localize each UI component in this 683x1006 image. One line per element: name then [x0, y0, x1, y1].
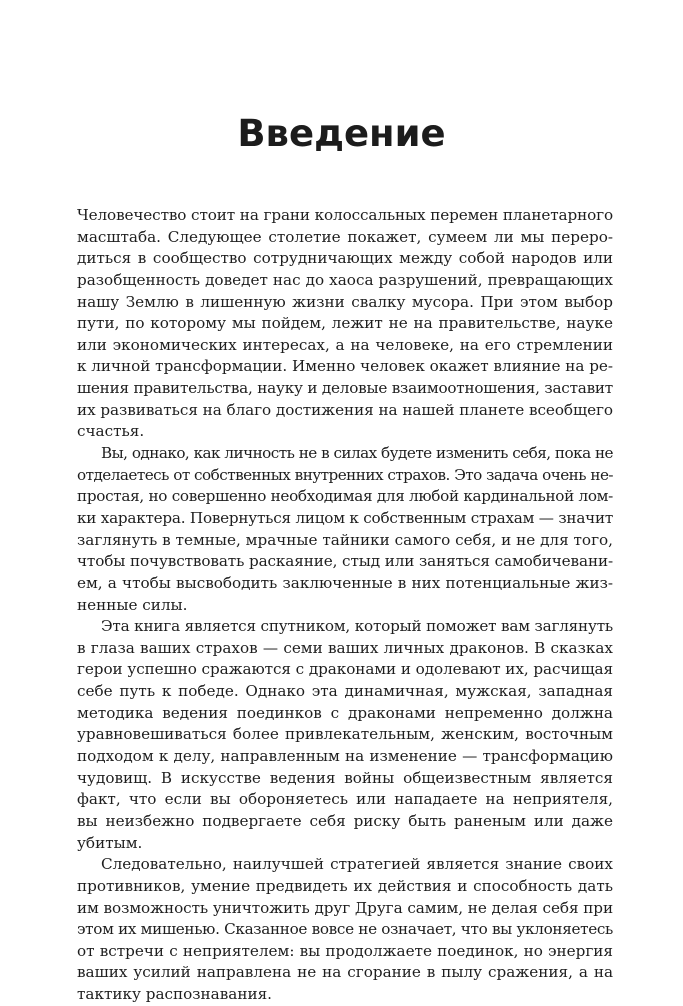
paragraph-4 [77, 854, 613, 1005]
text-line: в глаза ваших страхов — семи ваших личных драконов. В сказках [77, 638, 613, 657]
text-line: Следовательно, наилучшей стратегией является знание своих [101, 855, 613, 874]
text-line: Эта книга является спутником, который поможет вам заглянуть [101, 617, 613, 636]
text-line: отделаетесь от собственных внутренних страхов. Это задача очень не- [77, 465, 613, 484]
text-line: подходом к делу, направленным на изменение — трансформацию [77, 747, 613, 766]
text-line: противников, умение предвидеть их действия и способность дать [77, 876, 613, 895]
text-line: нашу Землю в лишенную жизни свалку мусора. При этом выбор [77, 292, 613, 311]
text-line: от встречи с неприятелем: вы продолжаете поединок, но энергия [77, 941, 613, 960]
paragraph-1 [77, 205, 613, 443]
text-line: этом их мишенью. Сказанное вовсе не означает, что вы уклоняетесь [77, 920, 613, 939]
text-line: чтобы почувствовать раскаяние, стыд или заняться самобичевани- [77, 552, 613, 571]
text-line: к личной трансформации. Именно человек окажет влияние на ре- [77, 357, 613, 376]
text-line: разобщенность доведет нас до хаоса разрушений, превращающих [77, 270, 613, 289]
chapter-title: Введение [237, 112, 446, 155]
paragraph-3 [77, 616, 613, 854]
text-line: или экономических интересах, а на человеке, на его стремлении [77, 335, 613, 354]
text-line: факт, что если вы обороняетесь или нападаете на неприятеля, [77, 790, 613, 809]
text-line: их развиваться на благо достижения на нашей планете всеобщего [77, 400, 613, 419]
text-line: себе путь к победе. Однако эта динамичная, мужская, западная [77, 682, 613, 701]
text-line: убитым. [77, 833, 143, 852]
chapter-body [77, 205, 613, 1006]
text-line: Человечество стоит на грани колоссальных перемен планетарного [77, 206, 613, 224]
text-line: Вы, однако, как личность не в силах будете изменить себя, пока не [101, 444, 613, 463]
text-line: методика ведения поединков с драконами непременно должна [77, 703, 613, 722]
text-line: тактику распознавания. [77, 985, 272, 1004]
text-line: простая, но совершенно необходимая для любой кардинальной лом- [77, 487, 613, 506]
text-line: уравновешиваться более привлекательным, женским, восточным [77, 725, 613, 744]
text-line: ненные силы. [77, 595, 188, 614]
text-line: вы неизбежно подвергаете себя риску быть раненым или даже [77, 811, 613, 830]
text-line: шения правительства, науку и деловые взаимоотношения, заставит [77, 379, 613, 398]
paragraph-2 [77, 443, 613, 616]
text-line: ем, а чтобы высвободить заключенные в них потенциальные жиз- [77, 573, 613, 592]
text-line: чудовищ. В искусстве ведения войны общеизвестным является [77, 768, 613, 787]
text-line: счастья. [77, 422, 145, 441]
text-line: заглянуть в темные, мрачные тайники самого себя, и не для того, [77, 530, 613, 549]
text-line: ваших усилий направлена не на сгорание в пылу сражения, а на [77, 963, 613, 982]
text-line: им возможность уничтожить друг Друга самим, не делая себя при [77, 898, 613, 917]
text-line: герои успешно сражаются с драконами и одолевают их, расчищая [77, 660, 613, 679]
text-line: ки характера. Повернуться лицом к собственным страхам — значит [77, 508, 613, 527]
text-line: масштаба. Следующее столетие покажет, сумеем ли мы переро- [77, 227, 613, 246]
text-line: диться в сообщество сотрудничающих между собой народов или [77, 249, 613, 268]
text-line: пути, по которому мы пойдем, лежит не на правительстве, науке [77, 314, 613, 333]
